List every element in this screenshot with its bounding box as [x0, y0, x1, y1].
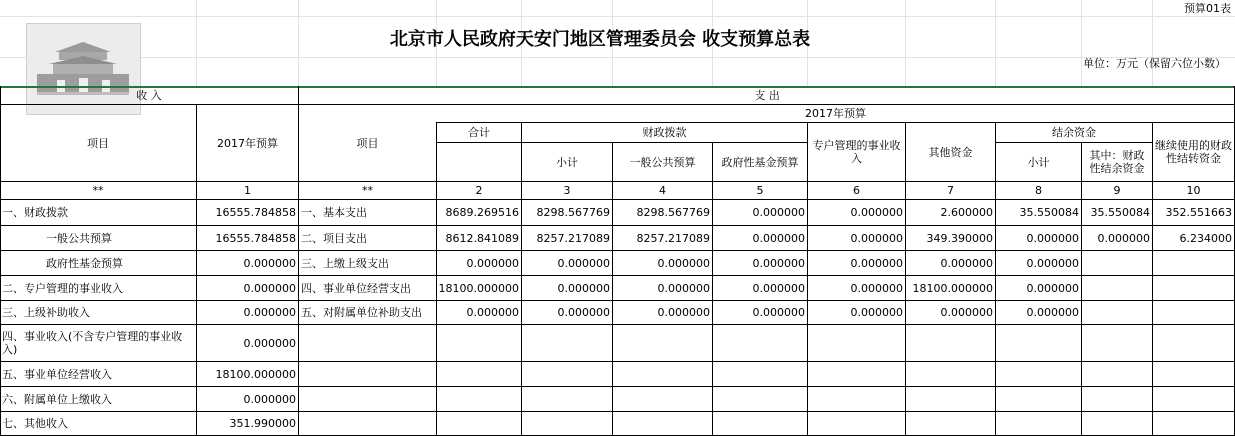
income-label: 三、上级补助收入	[2, 306, 90, 319]
value-cell: 0.000000	[752, 256, 805, 270]
income-label: 四、事业收入(不含专户管理的事业收入)	[2, 330, 183, 356]
value-cell: 0.000000	[557, 306, 610, 319]
value-cell: 0.000000	[752, 231, 805, 245]
income-label: 一、财政拨款	[2, 206, 68, 219]
value-cell: 0.000000	[850, 281, 903, 295]
income-label: 一般公共预算	[46, 231, 112, 245]
value-cell: 6.234000	[1179, 231, 1232, 245]
index-cell: 10	[1186, 184, 1201, 197]
income-value: 0.000000	[243, 306, 296, 319]
value-cell: 0.000000	[850, 206, 903, 219]
fiscal-subtotal-header: 小计	[556, 155, 578, 169]
continue-funds-header: 继续使用的财政性结转资金	[1155, 139, 1232, 165]
value-cell: 8257.217089	[636, 231, 710, 245]
value-cell: 0.000000	[940, 306, 993, 319]
income-header: 收 入	[136, 89, 162, 102]
value-cell: 0.000000	[752, 306, 805, 319]
value-cell: 0.000000	[1026, 231, 1079, 245]
total-header: 合计	[468, 126, 490, 139]
value-cell: 35.550084	[1090, 206, 1150, 219]
expense-label: 三、上缴上级支出	[301, 256, 389, 270]
index-cell: 2	[475, 184, 483, 197]
value-cell: 18100.000000	[912, 281, 993, 295]
value-cell: 0.000000	[850, 306, 903, 319]
surplus-subtotal-header: 小计	[1027, 155, 1050, 169]
unit-label: 单位：万元（保留六位小数）	[1083, 57, 1226, 70]
expense-header: 支 出	[754, 89, 780, 102]
value-cell: 0.000000	[940, 256, 993, 270]
value-cell: 349.390000	[926, 231, 993, 245]
income-value: 0.000000	[243, 392, 296, 406]
expense-label: 五、对附属单位补助支出	[301, 306, 422, 319]
expense-item-header: 项目	[356, 136, 379, 150]
form-code: 预算01表	[1184, 2, 1231, 15]
income-label: 二、专户管理的事业收入	[2, 281, 123, 295]
value-cell: 0.000000	[657, 256, 710, 270]
index-cell: 6	[853, 184, 860, 197]
expense-label: 四、事业单位经营支出	[301, 281, 411, 295]
value-cell: 8298.567769	[536, 206, 610, 219]
income-value: 0.000000	[243, 256, 296, 270]
index-cell: 3	[563, 184, 571, 197]
value-cell: 0.000000	[466, 306, 519, 319]
income-budget-header: 2017年预算	[217, 136, 278, 150]
budget-year-header: 2017年预算	[805, 107, 866, 120]
value-cell: 0.000000	[850, 256, 903, 270]
income-label: 政府性基金预算	[46, 256, 123, 270]
index-cell: **	[362, 184, 373, 197]
income-value: 16555.784858	[215, 206, 296, 219]
index-cell: 9	[1113, 184, 1121, 197]
index-cell: 5	[756, 184, 764, 197]
value-cell: 0.000000	[752, 206, 805, 219]
special-income-header: 专户管理的事业收入	[812, 139, 901, 165]
index-cell: 7	[947, 184, 954, 197]
page-title: 北京市人民政府天安门地区管理委员会 收支预算总表	[389, 28, 811, 50]
index-cell: 4	[659, 184, 666, 197]
income-label: 五、事业单位经营收入	[2, 367, 112, 381]
expense-label: 二、项目支出	[301, 231, 367, 245]
value-cell: 2.600000	[940, 206, 993, 219]
value-cell: 0.000000	[657, 281, 710, 295]
income-label: 六、附属单位上缴收入	[2, 392, 112, 406]
value-cell: 0.000000	[1026, 306, 1079, 319]
value-cell: 0.000000	[557, 256, 610, 270]
income-label: 七、其他收入	[2, 417, 68, 430]
value-cell: 0.000000	[752, 281, 805, 295]
index-cell: 8	[1035, 184, 1042, 197]
income-value: 18100.000000	[215, 367, 296, 381]
value-cell: 8257.217089	[536, 231, 610, 245]
value-cell: 35.550084	[1019, 206, 1079, 219]
value-cell: 0.000000	[1097, 231, 1150, 245]
income-value: 0.000000	[243, 281, 296, 295]
value-cell: 0.000000	[657, 306, 710, 319]
value-cell: 0.000000	[466, 256, 519, 270]
income-value: 351.990000	[229, 417, 296, 430]
income-value: 0.000000	[243, 336, 296, 350]
income-value: 16555.784858	[215, 231, 296, 245]
fiscal-header: 财政拨款	[642, 126, 687, 139]
value-cell: 8612.841089	[445, 231, 519, 245]
surplus-header: 结余资金	[1052, 126, 1096, 139]
surplus-fiscal-header: 其中：财政性结余资金	[1089, 149, 1145, 175]
value-cell: 8298.567769	[636, 206, 710, 219]
gov-fund-header: 政府性基金预算	[721, 155, 799, 169]
value-cell: 0.000000	[557, 281, 610, 295]
value-cell: 0.000000	[1026, 256, 1079, 270]
index-cell: 1	[244, 184, 251, 197]
value-cell: 8689.269516	[445, 206, 519, 219]
general-budget-header: 一般公共预算	[629, 155, 696, 169]
value-cell: 18100.000000	[438, 281, 519, 295]
value-cell: 0.000000	[850, 231, 903, 245]
expense-label: 一、基本支出	[301, 206, 367, 219]
value-cell: 0.000000	[1026, 281, 1079, 295]
other-funds-header: 其他资金	[928, 145, 973, 159]
value-cell: 352.551663	[1165, 206, 1232, 219]
index-cell: **	[92, 184, 104, 197]
income-item-header: 项目	[87, 136, 109, 150]
